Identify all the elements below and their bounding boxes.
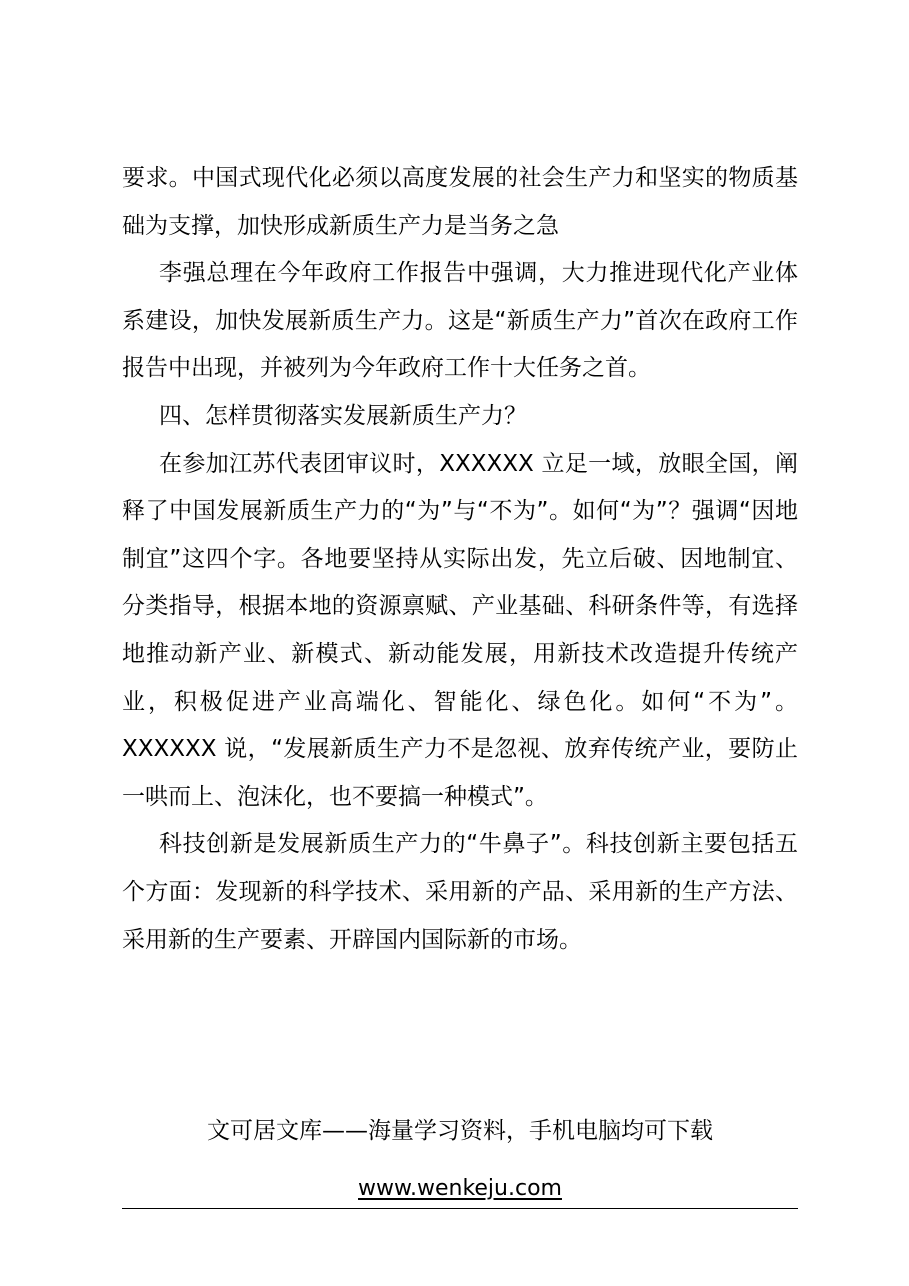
footer-divider <box>122 1208 798 1209</box>
footer-title: 文可居文库——海量学习资料，手机电脑均可下载 <box>207 1118 713 1144</box>
paragraph-jiangsu-delegation: 在参加江苏代表团审议时，XXXXXX 立足一域，放眼全国，阐释了中国发展新质生产力的“为”与“不为”。如何“为”？强调“因地制宜”这四个字。各地要坚持从实际出发，先立后破、因地制宜、分类指导，根据本地的资源禀赋、产业基础、科研条件等，有选择地推动新产业、新模式、新动能发展，用新技术改造提升传统产业，积极促进产业高端化、智能化、绿色化。如何“不为”。XXXXXX 说，“发展新质生产力不是忽视、放弃传统产业，要防止一哄而上、泡沫化，也不要搞一种模式”。 <box>122 450 798 810</box>
footer-url-link[interactable]: www.wenkeju.com <box>358 1176 562 1201</box>
document-body <box>122 155 798 964</box>
paragraph-continuation: 要求。中国式现代化必须以高度发展的社会生产力和坚实的物质基础为支撑，加快形成新质生产力是当务之急 <box>122 165 798 239</box>
section-heading-four: 四、怎样贯彻落实发展新质生产力？ <box>159 402 527 429</box>
paragraph-government-report: 李强总理在今年政府工作报告中强调，大力推进现代化产业体系建设，加快发展新质生产力。这是“新质生产力”首次在政府工作报告中出现，并被列为今年政府工作十大任务之首。 <box>122 260 798 382</box>
paragraph-tech-innovation: 科技创新是发展新质生产力的“牛鼻子”。科技创新主要包括五个方面：发现新的科学技术、采用新的产品、采用新的生产方法、采用新的生产要素、开辟国内国际新的市场。 <box>122 831 798 953</box>
